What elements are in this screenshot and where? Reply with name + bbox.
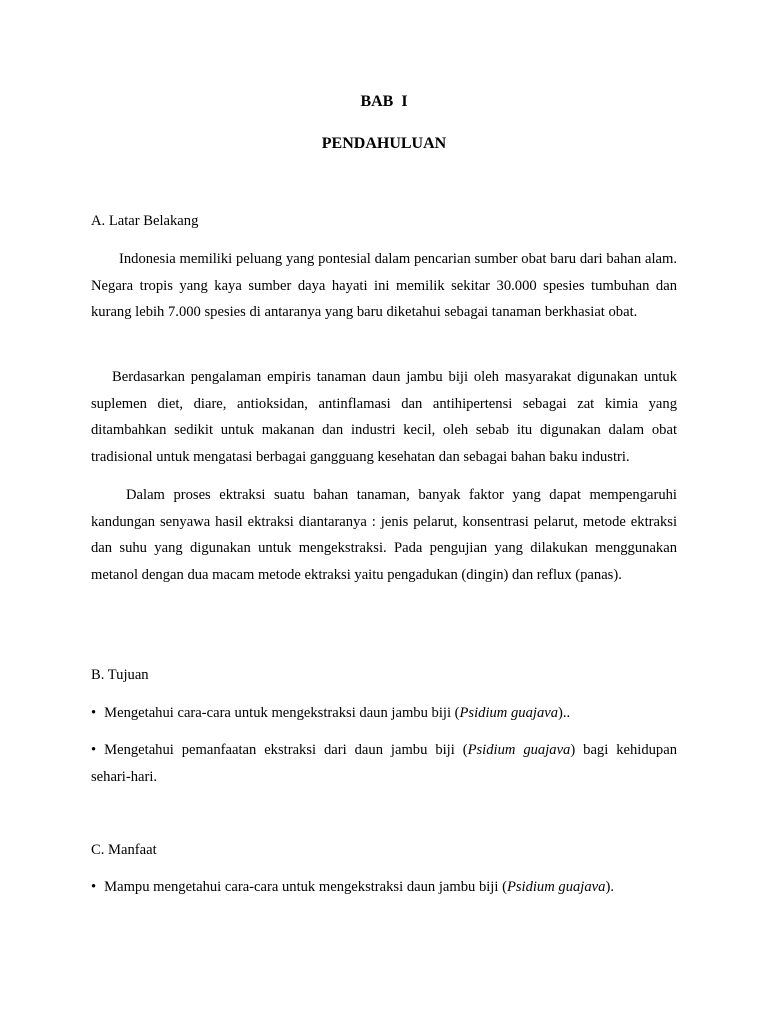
- chapter-label: BAB I: [360, 93, 408, 110]
- paragraph-1: Indonesia memiliki peluang yang pontesial dalam pencarian sumber obat baru dari bahan alam. Negara tropis yang kaya sumber daya hayati ini memilik sekitar 30.000 spesies tumbuhan dan kurang lebih 7.000 spesies di antaranya yang baru diketahui sebagai tanaman berkhasiat obat.: [91, 251, 677, 320]
- bullet-icon: •: [91, 879, 97, 895]
- bullet-icon: •: [91, 705, 97, 721]
- chapter-title: PENDAHULUAN: [321, 135, 447, 152]
- tujuan-bullet-1: • Mengetahui cara-cara untuk mengekstraksi daun jambu biji (Psidium guajava)..: [91, 700, 677, 727]
- species-name: Psidium guajava: [459, 705, 559, 721]
- paragraph-2: Berdasarkan pengalaman empiris tanaman daun jambu biji oleh masyarakat digunakan untuk suplemen diet, diare, antioksidan, antinflamasi dan antihipertensi sebagai zat kimia yang ditambahkan sedikit untuk makanan dan industri kecil, oleh sebab itu digunakan dalam obat tradisional untuk mengatasi berbagai gangguang kesehatan dan sebagai bahan baku industri.: [91, 369, 677, 465]
- bullet-icon: •: [91, 742, 97, 758]
- section-c-heading: C. Manfaat: [91, 842, 157, 858]
- paragraph-3: Dalam proses ektraksi suatu bahan tanaman, banyak faktor yang dapat mempengaruhi kandungan senyawa hasil ektraksi diantaranya : jenis pelarut, konsentrasi pelarut, metode ektraksi dan suhu yang digunakan untuk mengekstraksi. Pada pengujian yang dilakukan menggunakan metanol dengan dua macam metode ektraksi yaitu pengadukan (dingin) dan reflux (panas).: [91, 487, 677, 583]
- tujuan-bullet-2: • Mengetahui pemanfaatan ekstraksi dari daun jambu biji (Psidium guajava) bagi kehidupan sehari-hari.: [91, 737, 677, 790]
- section-b-heading: B. Tujuan: [91, 667, 149, 683]
- manfaat-bullet-1: • Mampu mengetahui cara-cara untuk mengekstraksi daun jambu biji (Psidium guajava).: [91, 874, 677, 901]
- species-name: Psidium guajava: [506, 879, 606, 895]
- species-name: Psidium guajava: [467, 742, 571, 758]
- section-a-heading: A. Latar Belakang: [91, 213, 199, 229]
